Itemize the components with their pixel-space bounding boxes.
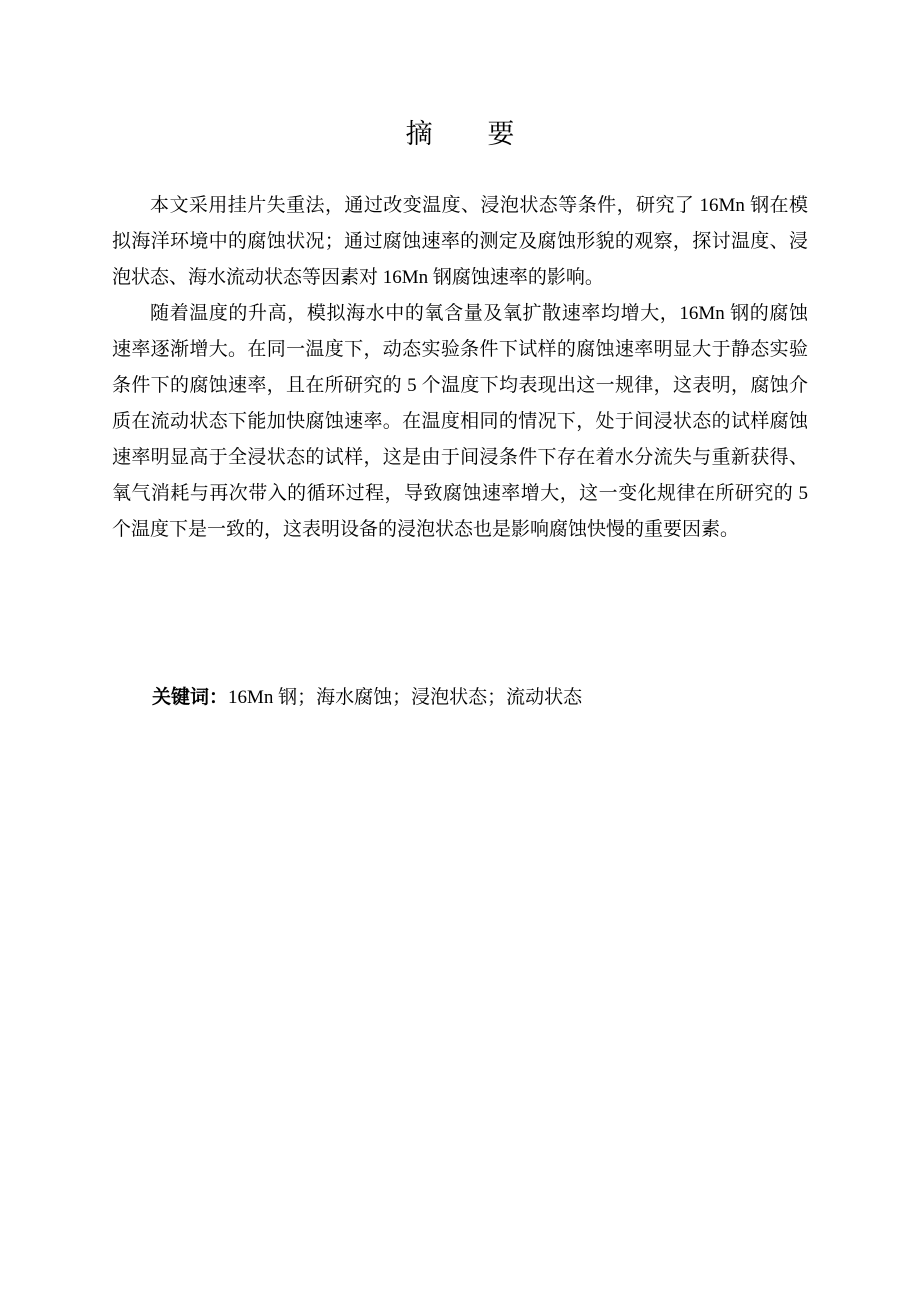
abstract-title: 摘 要 [405, 119, 539, 149]
keywords-label: 关键词： [152, 687, 229, 708]
keywords-line [152, 680, 582, 716]
keywords-value: 16Mn 钢；海水腐蚀；浸泡状态；流动状态 [228, 687, 583, 708]
abstract-paragraph-2: 随着温度的升高，模拟海水中的氧含量及氧扩散速率均增大，16Mn 钢的腐蚀速率逐渐增大。在同一温度下，动态实验条件下试样的腐蚀速率明显大于静态实验条件下的腐蚀速率，且在所研究的 5 个温度下均表现出这一规律，这表明，腐蚀介质在流动状态下能加快腐蚀速率。在温度相同的情况下，处于间浸状态的试样腐蚀速率明显高于全浸状态的试样，这是由于间浸条件下存在着水分流失与重新获得、氧气消耗与再次带入的循环过程，导致腐蚀速率增大，这一变化规律在所研究的 5 个温度下是一致的，这表明设备的浸泡状态也是影响腐蚀快慢的重要因素。 [112, 303, 808, 540]
abstract-body [112, 188, 808, 548]
abstract-paragraph-1: 本文采用挂片失重法，通过改变温度、浸泡状态等条件，研究了 16Mn 钢在模拟海洋环境中的腐蚀状况；通过腐蚀速率的测定及腐蚀形貌的观察，探讨温度、浸泡状态、海水流动状态等因素对 16Mn 钢腐蚀速率的影响。 [112, 195, 808, 288]
